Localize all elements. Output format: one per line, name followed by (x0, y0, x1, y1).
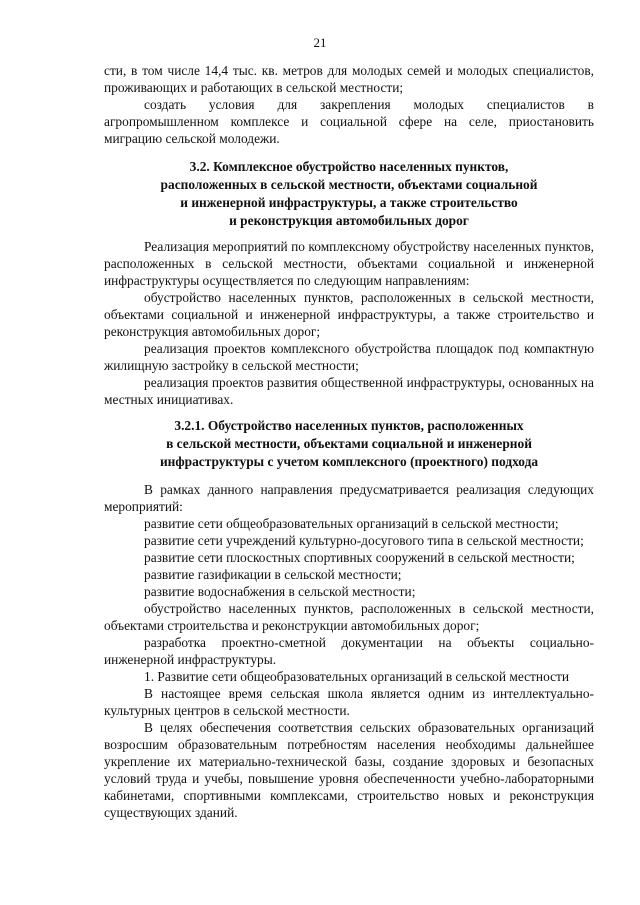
paragraph: В целях обеспечения соответствия сельских образовательных организаций возросшим образовательным потребностям населения необходимы дальнейшее укрепление их материально-технической базы, создание здоровых и безопасных условий труда и учебы, повышение уровня обеспеченности учебно-лабораторными кабинетами, спортивными комплексами, строительство новых и реконструкция существующих зданий. (104, 720, 594, 820)
paragraph: 1. Развитие сети общеобразовательных организаций в сельской местности (144, 669, 570, 684)
paragraph: реализация проектов комплексного обустройства площадок под компактную жилищную застройку в сельской местности; (104, 341, 594, 373)
paragraph: развитие сети учреждений культурно-досугового типа в сельской местности; (144, 533, 584, 548)
paragraph: разработка проектно-сметной документации на объекты социально-инженерной инфраструктуры. (104, 635, 594, 667)
paragraph: обустройство населенных пунктов, расположенных в сельской местности, объектами социальной и инженерной инфраструктуры, а также строительство и реконструкция автомобильных дорог; (104, 290, 594, 339)
section-heading-3-2-1 (104, 417, 594, 471)
heading-line: инфраструктуры с учетом комплексного (проектного) подхода (159, 454, 539, 469)
paragraph: Реализация мероприятий по комплексному обустройству населенных пунктов, расположенных в сельской местности, объектами социальной и инженерной инфраструктуры осуществляется по следующим направлениям: (104, 239, 594, 288)
heading-line: расположенных в сельской местности, объектами социальной (160, 177, 538, 192)
heading-line: 3.2.1. Обустройство населенных пунктов, расположенных (174, 418, 524, 433)
heading-line: в сельской местности, объектами социальной и инженерной (166, 436, 532, 451)
paragraph: сти, в том числе 14,4 тыс. кв. метров для молодых семей и молодых специалистов, проживающих и работающих в сельской местности; (104, 63, 594, 95)
paragraph: В настоящее время сельская школа является одним из интеллектуально-культурных центров в сельской местности. (104, 686, 594, 718)
paragraph: развитие газификации в сельской местности; (144, 567, 402, 582)
section-3-2-1-text-block (104, 481, 594, 821)
heading-line: 3.2. Комплексное обустройство населенных пунктов, (189, 159, 509, 174)
section-3-2-text-block (104, 238, 594, 408)
section-heading-3-2 (104, 158, 594, 230)
paragraph: создать условия для закрепления молодых специалистов в агропромышленном комплексе и социальной сфере на селе, приостановить миграцию сельской молодежи. (104, 97, 594, 146)
paragraph: развитие водоснабжения в сельской местности; (144, 584, 416, 599)
paragraph: развитие сети общеобразовательных организаций в сельской местности; (144, 516, 559, 531)
paragraph: развитие сети плоскостных спортивных сооружений в сельской местности; (144, 550, 575, 565)
heading-line: и реконструкция автомобильных дорог (229, 213, 469, 228)
heading-line: и инженерной инфраструктуры, а также строительство (180, 195, 518, 210)
paragraph: В рамках данного направления предусматривается реализация следующих мероприятий: (104, 482, 594, 514)
paragraph: реализация проектов развития общественной инфраструктуры, основанных на местных инициативах. (104, 375, 594, 407)
page-number: 21 (313, 35, 327, 50)
intro-text-block (104, 62, 594, 147)
paragraph: обустройство населенных пунктов, расположенных в сельской местности, объектами строительства и реконструкции автомобильных дорог; (104, 601, 594, 633)
